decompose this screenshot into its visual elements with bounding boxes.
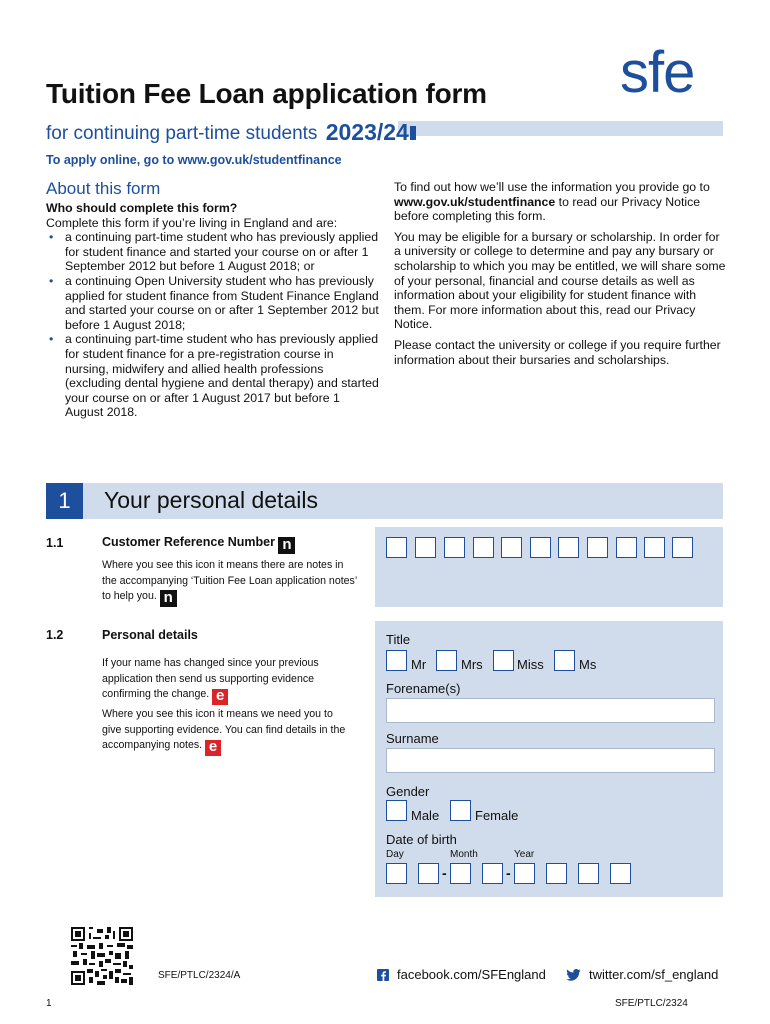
evidence-note [102,707,352,756]
crn-cell[interactable] [415,537,436,558]
question-number: 1.2 [46,628,64,642]
dob-year-cell[interactable] [514,863,535,884]
personal-details-title: Personal details [102,628,198,642]
dob-year-cell[interactable] [578,863,599,884]
form-subtitle [46,118,416,145]
section-number: 1 [46,483,83,519]
subtitle-text: for continuing part-time students [46,123,318,144]
sfe-logo: sfe [620,40,695,105]
eligibility-list [46,230,380,420]
gender-option-label: Male [411,808,440,823]
form-title: Tuition Fee Loan application form [46,78,487,109]
evidence-icon: e [205,740,221,756]
about-heading: About this form [46,179,161,198]
crn-cell[interactable] [386,537,407,558]
gender-female-checkbox[interactable] [450,800,471,821]
privacy-text-end: to read our Privacy Notice before completing this form. [394,194,701,224]
twitter-link[interactable] [566,967,718,982]
contact-paragraph: Please contact the university or college if you require further information about their bursaries and scholarships. [394,337,721,367]
forename-field[interactable] [386,698,715,723]
dob-year-cell[interactable] [610,863,631,884]
twitter-icon [566,969,581,981]
gender-label: Gender [386,784,430,799]
forename-label: Forename(s) [386,681,461,696]
form-reference-code: SFE/PTLC/2324/A [158,970,241,981]
surname-field[interactable] [386,748,715,773]
crn-cell[interactable] [501,537,522,558]
crn-cell[interactable] [644,537,665,558]
gender-male-checkbox[interactable] [386,800,407,821]
dob-month-label: Month [450,849,478,860]
surname-label: Surname [386,731,439,746]
year-marker [410,126,416,140]
facebook-icon [377,969,389,981]
facebook-text: facebook.com/SFEngland [397,967,546,982]
personal-details-panel [375,621,723,897]
crn-title: Customer Reference Number [102,535,275,549]
notes-icon: n [278,537,295,554]
about-intro: Complete this form if you’re living in England and are: [46,215,338,230]
title-option-label: Mr [411,657,427,672]
section-title: Your personal details [104,487,318,513]
name-change-note [102,656,352,705]
bursary-paragraph: You may be eligible for a bursary or scholarship. In order for a university or college to determine and pay any bursary or scholarship to which you may be entitled, we will share some of your personal, financial and course details as well as information about your eligibility for student finance with them. For more information about this, read our Privacy Notice. [394,229,726,332]
title-option-label: Ms [579,657,597,672]
crn-panel [375,527,723,607]
facebook-link[interactable] [377,967,546,982]
notes-hint-text: Where you see this icon it means there are notes in the accompanying ‘Tuition Fee Loan application notes’ to help you. [102,559,357,602]
privacy-info [394,180,727,373]
about-section [46,201,380,420]
qr-code [71,927,133,985]
dob-month-cell[interactable] [450,863,471,884]
gender-option-label: Female [475,808,519,823]
privacy-paragraph [394,180,727,224]
list-item: • a continuing Open University student who has previously applied for student finance from Student Finance England and started your course on or after 1 September 2012 but before 1 August 2018; [46,274,380,332]
crn-cell[interactable] [444,537,465,558]
privacy-link[interactable]: www.gov.uk/studentfinance [394,194,556,209]
title-mrs-checkbox[interactable] [436,650,457,671]
title-option-label: Miss [517,657,544,672]
page-number: 1 [46,998,52,1009]
dob-day-cell[interactable] [386,863,407,884]
dob-month-cell[interactable] [482,863,503,884]
crn-cell[interactable] [616,537,637,558]
question-number: 1.1 [46,536,64,550]
crn-cell[interactable] [473,537,494,558]
list-item: • a continuing part-time student who has previously applied for student finance for a pre-registration course in nursing, midwifery and allied health professions (excluding dental hygiene and dental therapy) and started your course on or after 1 August 2017 but before 1 August 2018. [46,332,380,420]
privacy-text: To find out how we’ll use the information you provide go to [394,180,710,194]
title-mr-checkbox[interactable] [386,650,407,671]
crn-label [102,535,295,554]
title-ms-checkbox[interactable] [554,650,575,671]
crn-cell[interactable] [672,537,693,558]
about-question: Who should complete this form? [46,201,238,215]
crn-cell[interactable] [558,537,579,558]
footer-code: SFE/PTLC/2324 [615,998,688,1009]
dob-year-cell[interactable] [546,863,567,884]
evidence-text: Where you see this icon it means we need you to give supporting evidence. You can find details in the accompanying notes. [102,708,346,751]
notes-icon: n [160,590,177,607]
twitter-text: twitter.com/sf_england [589,967,719,982]
notes-hint [102,558,357,607]
form-year: 2023/24 [325,119,409,145]
date-separator: - [442,865,447,881]
dob-day-label: Day [386,849,404,860]
crn-cell[interactable] [530,537,551,558]
evidence-icon: e [212,689,228,705]
title-label: Title [386,632,411,647]
crn-cell[interactable] [587,537,608,558]
dob-year-label: Year [514,849,535,860]
subtitle-bar [398,121,723,136]
dob-day-cell[interactable] [418,863,439,884]
apply-online-link[interactable]: To apply online, go to www.gov.uk/studentfinance [46,153,342,167]
dob-label: Date of birth [386,832,457,847]
list-item: • a continuing part-time student who has previously applied for student finance and started your course on or after 1 September 2012 but before 1 August 2018; or [46,230,380,274]
title-miss-checkbox[interactable] [493,650,514,671]
title-option-label: Mrs [461,657,483,672]
name-change-text: If your name has changed since your previous application then send us supporting evidence confirming the change. [102,657,319,700]
date-separator: - [506,865,511,881]
